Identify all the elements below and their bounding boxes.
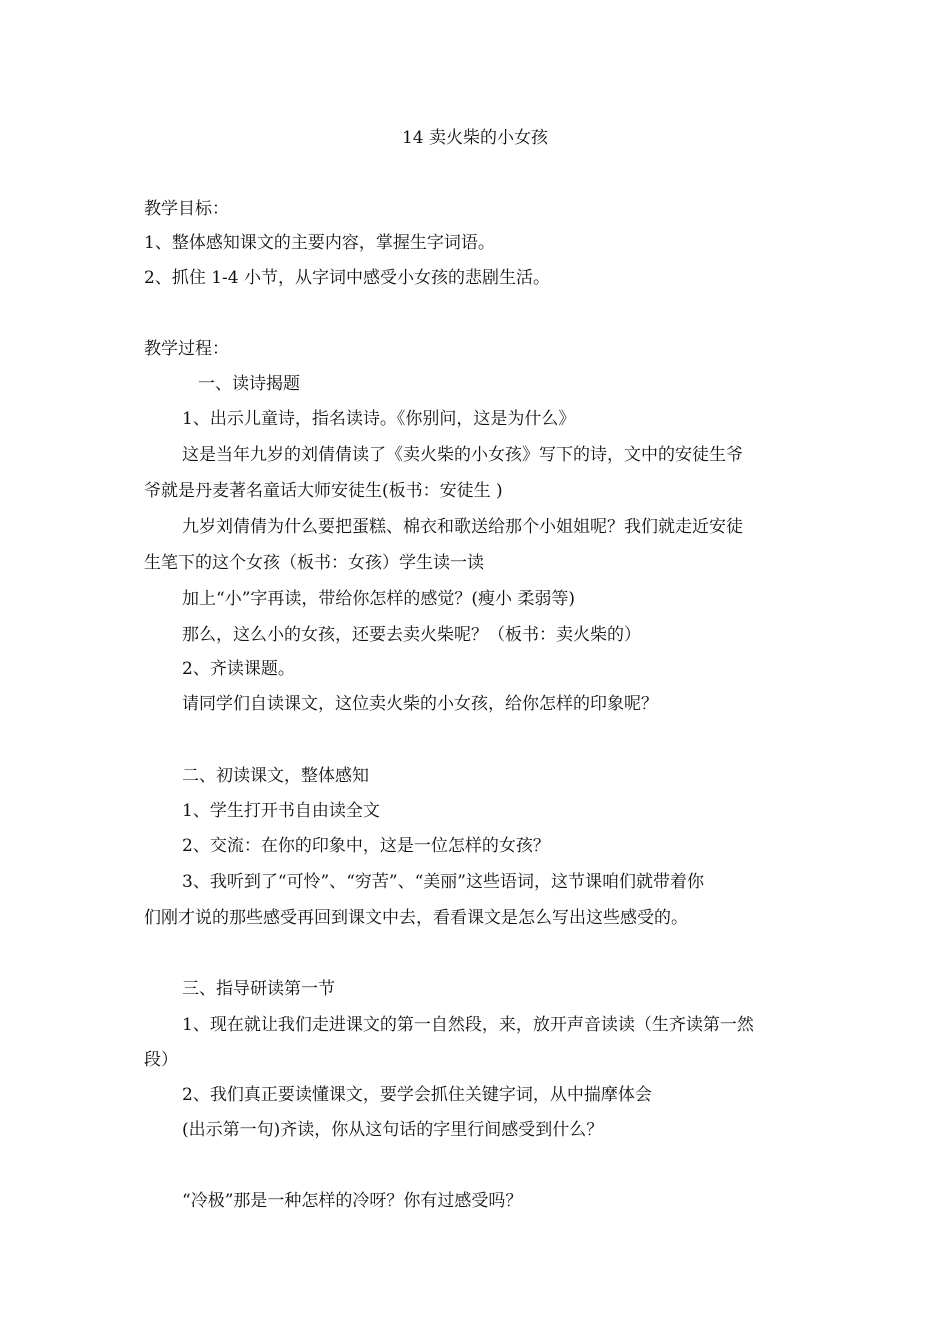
section3-line-1: 1、现在就让我们走进课文的第一自然段，来，放开声音读读（生齐读第一然: [182, 1015, 754, 1035]
section3-line-4: (出示第一句)齐读，你从这句话的字里行间感受到什么？: [182, 1120, 604, 1140]
section3-line-2: 段）: [144, 1050, 178, 1070]
section1-line-3: 爷就是丹麦著名童话大师安徒生(板书：安徒生 ): [144, 481, 503, 501]
goals-heading: 教学目标：: [144, 199, 229, 219]
section2-line-1: 1、学生打开书自由读全文: [182, 801, 380, 821]
section3-line-5: “冷极”那是一种怎样的冷呀？你有过感受吗？: [182, 1191, 523, 1211]
goal-item-1: 1、整体感知课文的主要内容，掌握生字词语。: [144, 233, 495, 253]
section2-heading: 二、初读课文，整体感知: [182, 766, 369, 786]
section1-line-5: 生笔下的这个女孩（板书：女孩）学生读一读: [144, 553, 484, 573]
section2-line-3: 3、我听到了“可怜”、“穷苦”、“美丽”这些语词，这节课咱们就带着你: [182, 872, 704, 892]
section1-heading: 一、读诗揭题: [198, 374, 300, 394]
process-heading: 教学过程：: [144, 339, 229, 359]
section1-line-2: 这是当年九岁的刘倩倩读了《卖火柴的小女孩》写下的诗，文中的安徒生爷: [182, 445, 743, 465]
section2-line-2: 2、交流：在你的印象中，这是一位怎样的女孩？: [182, 836, 550, 856]
section1-line-9: 请同学们自读课文，这位卖火柴的小女孩，给你怎样的印象呢？: [182, 694, 658, 714]
section1-line-1: 1、出示儿童诗，指名读诗。《你别问，这是为什么》: [182, 409, 576, 429]
section3-heading: 三、指导研读第一节: [182, 979, 335, 999]
section1-line-6: 加上“小”字再读，带给你怎样的感觉？(瘦小 柔弱等): [182, 589, 576, 609]
section1-line-7: 那么，这么小的女孩，还要去卖火柴呢？（板书：卖火柴的）: [182, 625, 641, 645]
section1-line-4: 九岁刘倩倩为什么要把蛋糕、棉衣和歌送给那个小姐姐呢？我们就走近安徒: [182, 517, 743, 537]
section1-line-8: 2、齐读课题。: [182, 659, 295, 679]
goal-item-2: 2、抓住 1-4 小节，从字词中感受小女孩的悲剧生活。: [144, 268, 550, 288]
section2-line-4: 们刚才说的那些感受再回到课文中去，看看课文是怎么写出这些感受的。: [144, 908, 688, 928]
document-title: 14 卖火柴的小女孩: [401, 128, 549, 148]
section3-line-3: 2、我们真正要读懂课文，要学会抓住关键字词，从中揣摩体会: [182, 1085, 652, 1105]
